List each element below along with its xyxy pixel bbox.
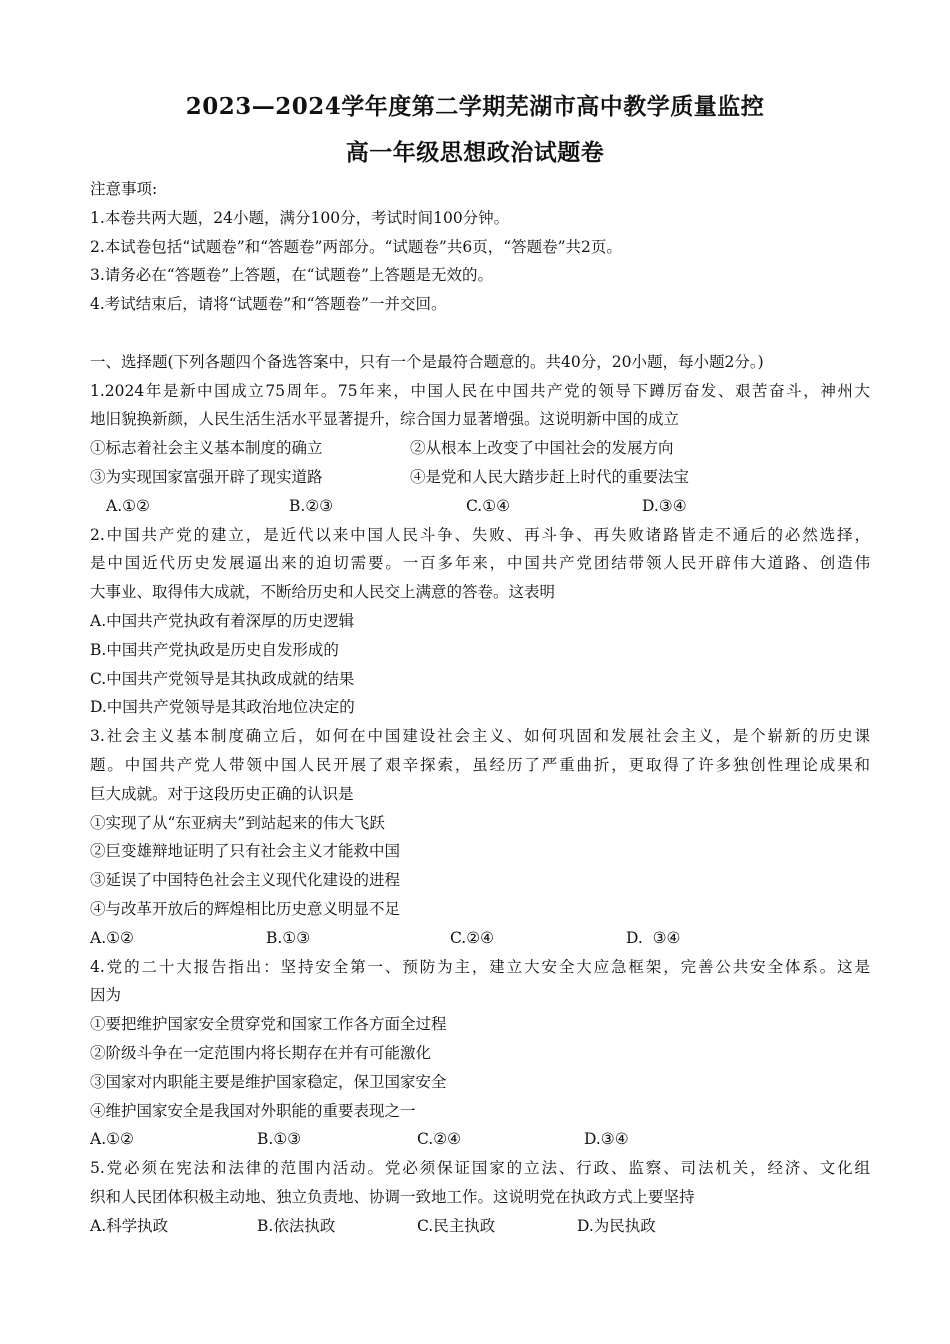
option-b: B.依法执政 [257,1216,336,1235]
statement: ④与改革开放后的辉煌相比历史意义明显不足 [90,899,401,918]
question-2 [90,521,870,723]
option-a: A.中国共产党执政有着深厚的历史逻辑 [90,611,355,630]
section-heading: 一、选择题(下列各题四个备选答案中，只有一个是最符合题意的。共40分，20小题，每小题2分。) [90,352,764,371]
question-stem-line: 织和人民团体积极主动地、独立负责地、协调一致地工作。这说明党在执政方式上要坚持 [90,1187,695,1206]
option-d: D.③④ [584,1130,629,1149]
question-1 [90,377,870,521]
statement: ③国家对内职能主要是维护国家稳定，保卫国家安全 [90,1072,447,1091]
statement: ②阶级斗争在一定范围内将长期存在并有可能激化 [90,1043,432,1062]
statement: ④是党和人民大踏步赶上时代的重要法宝 [410,467,690,486]
question-stem-line: 4.党的二十大报告指出：坚持安全第一、预防为主，建立大安全大应急框架，完善公共安全体系。这是 [90,957,870,976]
question-3 [90,722,870,952]
statement-row [90,434,870,463]
spacer [90,319,870,348]
question-stem-line: 地旧貌换新颜，人民生活生活水平显著提升，综合国力显著增强。这说明新中国的成立 [90,410,680,429]
notice-heading: 注意事项: [90,180,158,198]
option-c: C.中国共产党领导是其执政成就的结果 [90,669,355,688]
option-c: C.①④ [466,496,511,515]
option-b: B.②③ [289,496,334,515]
page-title: 2023—2024学年度第二学期芜湖市高中教学质量监控 [185,93,765,120]
question-5 [90,1154,870,1240]
option-d: D.中国共产党领导是其政治地位决定的 [90,698,355,717]
option-b: B.①③ [257,1130,302,1149]
notice-block [90,175,870,319]
notice-item: 2.本试卷包括“试题卷”和“答题卷”两部分。“试题卷”共6页，“答题卷”共2页。 [90,237,622,256]
question-stem-line: 因为 [90,986,122,1005]
option-a: A.①② [106,496,150,515]
statement: ①实现了从“东亚病夫”到站起来的伟大飞跃 [90,813,385,832]
option-b: B.中国共产党执政是历史自发形成的 [90,640,339,659]
option-d: D.为民执政 [577,1216,656,1235]
option-c: C.民主执政 [417,1216,496,1235]
statement: ②从根本上改变了中国社会的发展方向 [410,439,674,458]
question-stem-line: 是中国近代历史发展逼出来的迫切需要。一百多年来，中国共产党团结带领人民开辟伟大道路、创造伟 [90,554,870,573]
exam-body [90,175,870,1240]
question-stem-line: 1.2024年是新中国成立75周年。75年来，中国人民在中国共产党的领导下蹲厉奋发、艰苦奋斗，神州大 [90,381,870,400]
statement-row [90,463,870,492]
question-stem-line: 大事业、取得伟大成就，不断给历史和人民交上满意的答卷。这表明 [90,583,556,602]
option-a: A.①② [90,1130,134,1149]
page-subtitle: 高一年级思想政治试题卷 [345,139,605,166]
option-c: C.②④ [450,928,495,947]
option-c: C.②④ [417,1130,462,1149]
statement: ③延误了中国特色社会主义现代化建设的进程 [90,871,401,890]
notice-item: 3.请务必在“答题卷”上答题，在“试题卷”上答题是无效的。 [90,266,493,285]
question-stem-line: 3.社会主义基本制度确立后，如何在中国建设社会主义、如何巩固和发展社会主义，是个崭新的历史课 [90,727,870,746]
option-d: D. ③④ [626,928,681,947]
answer-options [90,492,870,521]
statement: ④维护国家安全是我国对外职能的重要表现之一 [90,1101,416,1120]
statement: ①标志着社会主义基本制度的确立 [90,439,323,458]
statement: ①要把维护国家安全贯穿党和国家工作各方面全过程 [90,1015,447,1034]
question-stem-line: 5.党必须在宪法和法律的范围内活动。党必须保证国家的立法、行政、监察、司法机关，经济、文化组 [90,1159,870,1178]
question-stem-line: 题。中国共产党人带领中国人民开展了艰辛探索，虽经历了严重曲折，更取得了许多独创性理论成果和 [90,755,870,774]
question-stem-line: 2.中国共产党的建立，是近代以来中国人民斗争、失败、再斗争、再失败诸路皆走不通后的必然选择， [90,525,870,544]
option-d: D.③④ [642,496,687,515]
answer-options [90,1125,870,1154]
option-b: B.①③ [266,928,311,947]
option-a: A.①② [90,928,134,947]
answer-options [90,1212,870,1241]
statement: ②巨变雄辩地证明了只有社会主义才能救中国 [90,842,401,861]
question-stem-line: 巨大成就。对于这段历史正确的认识是 [90,784,354,803]
question-4 [90,953,870,1155]
notice-item: 4.考试结束后，请将“试题卷”和“答题卷”一并交回。 [90,295,447,314]
notice-item: 1.本卷共两大题，24小题，满分100分，考试时间100分钟。 [90,208,510,227]
answer-options [90,924,870,953]
statement: ③为实现国家富强开辟了现实道路 [90,467,323,486]
option-a: A.科学执政 [90,1216,169,1235]
